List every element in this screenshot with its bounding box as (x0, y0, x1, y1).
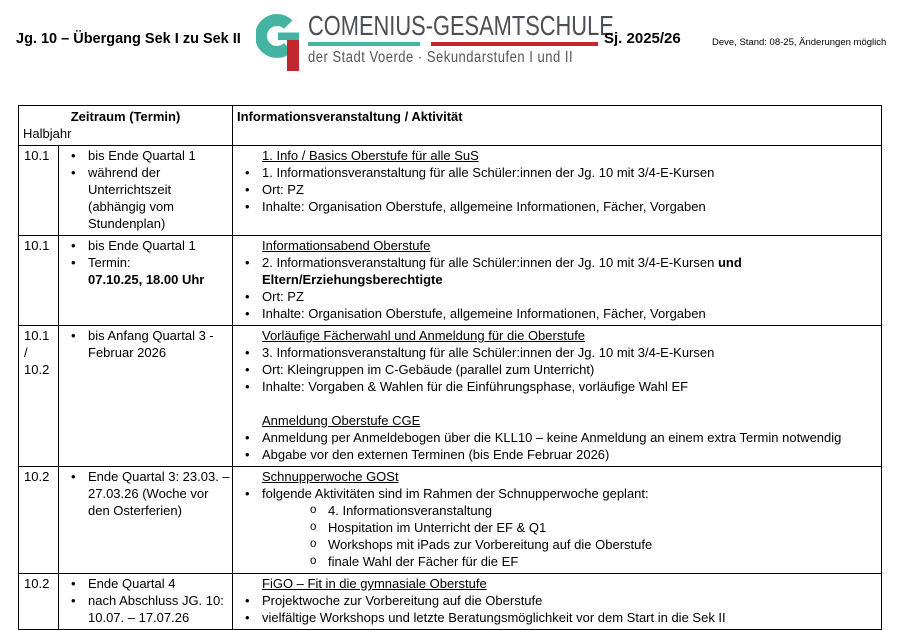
bullet-item: • bis Anfang Quartal 3 - Februar 2026 (61, 327, 230, 361)
bullet-item: • Ende Quartal 4 (61, 575, 230, 592)
halbjahr-line: / (24, 345, 28, 360)
bullet-item: • Ort: Kleingruppen im C-Gebäude (parallel zum Unterricht) (235, 361, 877, 378)
aktivitaet-cell (233, 326, 882, 467)
bullet-item: • Inhalte: Organisation Oberstufe, allgemeine Informationen, Fächer, Vorgaben (235, 198, 877, 215)
aktivitaet-header-cell (233, 106, 882, 146)
table-header-row (19, 106, 882, 146)
zeitraum-cell (59, 467, 233, 574)
teal-bar (308, 42, 420, 46)
sub-bullet-item: o 4. Informationsveranstaltung (235, 502, 877, 519)
schedule-table (18, 105, 882, 630)
section-title: Schnupperwoche GOSt (262, 469, 399, 484)
bullet-item: • Projektwoche zur Vorbereitung auf die Oberstufe (235, 592, 877, 609)
bullet-text: 2. Informationsveranstaltung für alle Schüler:innen der Jg. 10 mit 3/4-E-Kursen (262, 255, 718, 270)
sub-bullet-item: o finale Wahl der Fächer für die EF (235, 553, 877, 570)
bullet-item: • Inhalte: Vorgaben & Wahlen für die Einführungsphase, vorläufige Wahl EF (235, 378, 877, 395)
table-row (19, 146, 882, 236)
table-row (19, 326, 882, 467)
bullet-item: • während der Unterrichtszeit (abhängig vom Stundenplan) (61, 164, 230, 232)
bullet-item: • vielfältige Workshops und letzte Beratungsmöglichkeit vor dem Start in die Sek II (235, 609, 877, 626)
zeitraum-cell (59, 236, 233, 326)
bullet-item: • Ort: PZ (235, 181, 877, 198)
table-row (19, 574, 882, 630)
section-title: Anmeldung Oberstufe CGE (262, 413, 421, 428)
blank-line (235, 395, 877, 412)
bullet-text-bold: und Eltern/Erziehungsberechtigte (262, 255, 742, 287)
bullet-item: • nach Abschluss JG. 10: 10.07. – 17.07.26 (61, 592, 230, 626)
bullet-item: • bis Ende Quartal 1 (61, 147, 230, 164)
bullet-item: • Inhalte: Organisation Oberstufe, allgemeine Informationen, Fächer, Vorgaben (235, 305, 877, 322)
section-title: Vorläufige Fächerwahl und Anmeldung für die Oberstufe (262, 328, 586, 343)
bullet-item (61, 254, 230, 288)
termin-date: 07.10.25, 18.00 Uhr (88, 272, 205, 287)
logo-text-block (308, 10, 614, 67)
halbjahr-cell (19, 326, 59, 467)
aktivitaet-cell (233, 574, 882, 630)
logo-underline-bars (308, 42, 603, 46)
bullet-item: • Abgabe vor den externen Terminen (bis Ende Februar 2026) (235, 446, 877, 463)
red-bar (431, 42, 598, 46)
aktivitaet-cell (233, 467, 882, 574)
aktivitaet-cell (233, 236, 882, 326)
zeitraum-cell (59, 146, 233, 236)
halbjahr-header: Halbjahr (23, 126, 72, 141)
page-title: Jg. 10 – Übergang Sek I zu Sek II (16, 31, 241, 47)
bullet-item (235, 254, 877, 288)
aktivitaet-header: Informationsveranstaltung / Aktivität (237, 109, 463, 124)
halbjahr-cell: 10.2 (19, 467, 59, 574)
bullet-item: • folgende Aktivitäten sind im Rahmen der Schnupperwoche geplant: (235, 485, 877, 502)
zeitraum-cell (59, 326, 233, 467)
zeitraum-header-cell (19, 106, 233, 146)
section-title: 1. Info / Basics Oberstufe für alle SuS (262, 148, 479, 163)
termin-label: Termin: (88, 255, 131, 270)
bullet-item: • 1. Informationsveranstaltung für alle Schüler:innen der Jg. 10 mit 3/4-E-Kursen (235, 164, 877, 181)
halbjahr-line: 10.1 (24, 328, 50, 343)
school-name: COMENIUS-GESAMTSCHULE (308, 10, 614, 41)
school-subtitle: der Stadt Voerde · Sekundarstufen I und II (308, 49, 574, 66)
school-logo (256, 10, 614, 73)
zeitraum-cell (59, 574, 233, 630)
halbjahr-cell: 10.1 (19, 236, 59, 326)
section-title: FiGO – Fit in die gymnasiale Oberstufe (262, 576, 487, 591)
bullet-item: • bis Ende Quartal 1 (61, 237, 230, 254)
bullet-item: • 3. Informationsveranstaltung für alle Schüler:innen der Jg. 10 mit 3/4-E-Kursen (235, 344, 877, 361)
zeitraum-header: Zeitraum (Termin) (70, 109, 181, 124)
aktivitaet-cell (233, 146, 882, 236)
logo-g-icon (256, 11, 302, 73)
school-year: Sj. 2025/26 (604, 30, 681, 47)
table-row (19, 236, 882, 326)
bullet-item: • Ende Quartal 3: 23.03. – 27.03.26 (Woche vor den Osterferien) (61, 468, 230, 519)
sub-bullet-item: o Workshops mit iPads zur Vorbereitung auf die Oberstufe (235, 536, 877, 553)
table-row (19, 467, 882, 574)
sub-bullet-item: o Hospitation im Unterricht der EF & Q1 (235, 519, 877, 536)
bullet-item: • Anmeldung per Anmeldebogen über die KLL10 – keine Anmeldung an einem extra Termin notwendig (235, 429, 877, 446)
halbjahr-cell: 10.1 (19, 146, 59, 236)
bullet-item: • Ort: PZ (235, 288, 877, 305)
section-title: Informationsabend Oberstufe (262, 238, 431, 253)
status-note: Deve, Stand: 08-25, Änderungen möglich (712, 37, 887, 48)
halbjahr-cell: 10.2 (19, 574, 59, 630)
halbjahr-line: 10.2 (24, 362, 50, 377)
